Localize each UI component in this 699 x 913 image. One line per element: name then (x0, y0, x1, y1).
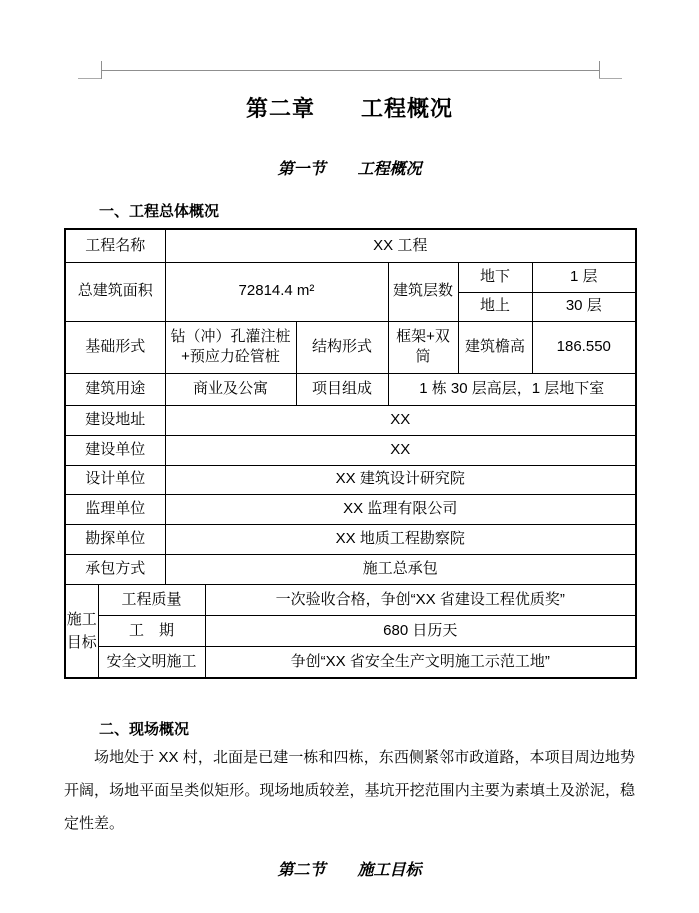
foundation-value: 钻（冲）孔灌注桩+预应力砼管桩 (165, 321, 296, 373)
table-row (65, 524, 636, 554)
construction-goals-label: 施工目标 (65, 585, 98, 678)
site-description-paragraph: 场地处于 XX 村，北面是已建一栋和四栋，东西侧紧邻市政道路，本项目周边地势开阔，场地平面呈类似矩形。现场地质较差，基坑开挖范围内主要为素填土及淤泥，稳定性差。 (64, 749, 635, 832)
address-value: XX (165, 405, 636, 435)
project-overview-table (64, 228, 635, 679)
supervisor-value: XX 监理有限公司 (165, 494, 636, 524)
survey-label: 勘探单位 (65, 524, 165, 554)
designer-label: 设计单位 (65, 465, 165, 494)
eave-height-value: 186.550 (532, 321, 636, 373)
subheading-overall: 一、工程总体概况 (99, 203, 220, 220)
total-area-value: 72814.4 m² (165, 262, 388, 321)
chapter-title: 第二章 工程概况 (245, 96, 453, 121)
quality-value: 一次验收合格，争创“XX 省建设工程优质奖” (205, 585, 636, 616)
overview-table-main (64, 228, 637, 585)
table-row (65, 616, 636, 647)
table-row (65, 405, 636, 435)
table-row (65, 465, 636, 494)
foundation-label: 基础形式 (65, 321, 165, 373)
table-row (65, 229, 636, 262)
header-boundary-line (101, 70, 599, 71)
safety-value: 争创“XX 省安全生产文明施工示范工地” (205, 647, 636, 678)
table-row (65, 494, 636, 524)
quality-label: 工程质量 (98, 585, 205, 616)
section2-heading: 第二节 施工目标 (277, 862, 422, 879)
contract-mode-value: 施工总承包 (165, 554, 636, 584)
table-row (65, 373, 636, 405)
safety-label: 安全文明施工 (98, 647, 205, 678)
eave-height-label: 建筑檐高 (458, 321, 532, 373)
address-label: 建设地址 (65, 405, 165, 435)
duration-value: 680 日历天 (205, 616, 636, 647)
contract-mode-label: 承包方式 (65, 554, 165, 584)
survey-value: XX 地质工程勘察院 (165, 524, 636, 554)
supervisor-label: 监理单位 (65, 494, 165, 524)
table-row (65, 647, 636, 678)
project-name-value: XX 工程 (165, 229, 636, 262)
composition-label: 项目组成 (296, 373, 388, 405)
table-row (65, 321, 636, 373)
usage-label: 建筑用途 (65, 373, 165, 405)
owner-label: 建设单位 (65, 435, 165, 465)
header-crop-mark-right (599, 78, 622, 79)
total-area-label: 总建筑面积 (65, 262, 165, 321)
usage-value: 商业及公寓 (165, 373, 296, 405)
designer-value: XX 建筑设计研究院 (165, 465, 636, 494)
table-row (65, 585, 636, 616)
floors-label: 建筑层数 (388, 262, 458, 321)
table-row (65, 554, 636, 584)
duration-label: 工 期 (98, 616, 205, 647)
header-crop-mark-left (78, 78, 101, 79)
overview-table-goals (64, 585, 637, 679)
project-name-label: 工程名称 (65, 229, 165, 262)
header-tick-left (101, 61, 102, 79)
table-row (65, 435, 636, 465)
floors-below-value: 1 层 (532, 262, 636, 292)
floors-above-label: 地上 (458, 292, 532, 321)
header-tick-right (599, 61, 600, 79)
floors-below-label: 地下 (458, 262, 532, 292)
composition-value: 1 栋 30 层高层，1 层地下室 (388, 373, 636, 405)
structure-label: 结构形式 (296, 321, 388, 373)
owner-value: XX (165, 435, 636, 465)
floors-above-value: 30 层 (532, 292, 636, 321)
subheading-site: 二、现场概况 (99, 721, 190, 738)
structure-value: 框架+双筒 (388, 321, 458, 373)
section1-heading: 第一节 工程概况 (277, 161, 422, 178)
table-row (65, 262, 636, 292)
